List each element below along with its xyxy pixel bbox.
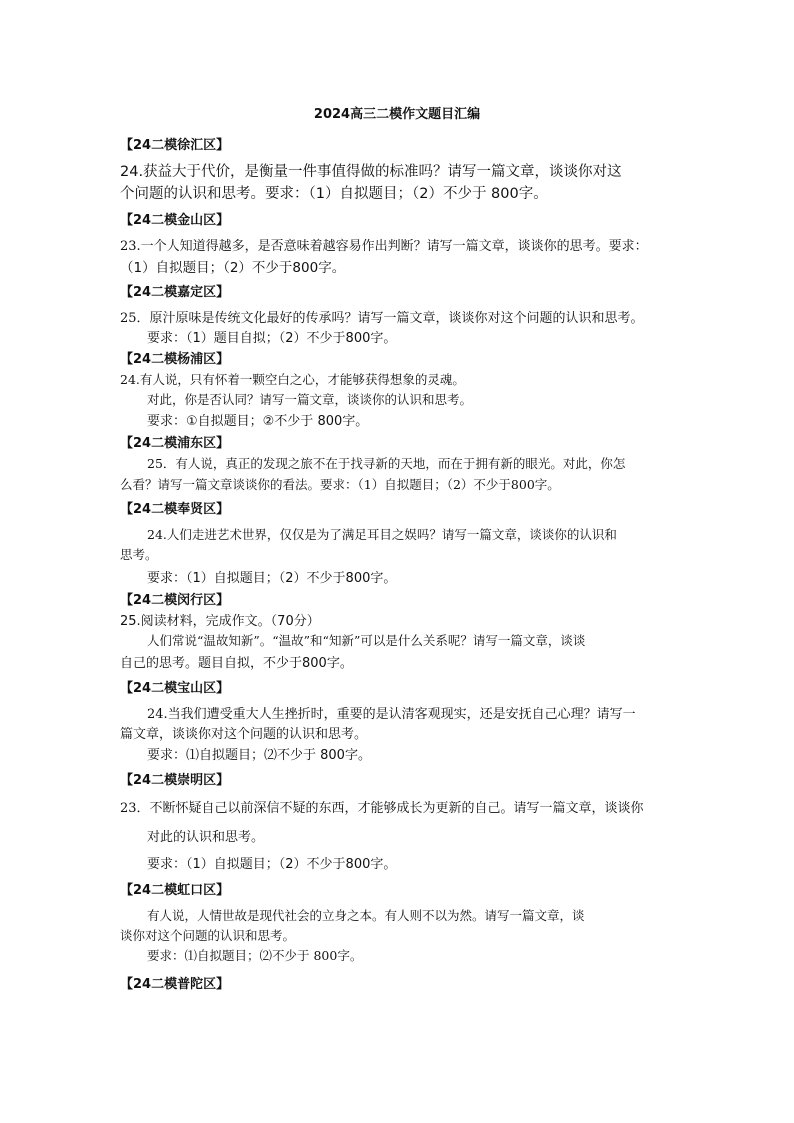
question-line: 个问题的认识和思考。要求：（1）自拟题目；（2）不少于 800字。 [120, 186, 548, 202]
section-heading-putuo: 【24二模普陀区】 [120, 977, 230, 992]
section-heading-yangpu: 【24二模杨浦区】 [120, 352, 230, 367]
section-heading-fengxian: 【24二模奉贤区】 [120, 502, 230, 517]
question-line: 24.当我们遭受重大人生挫折时，重要的是认清客观现实，还是安抚自己心理？请写一 [147, 707, 636, 722]
section-heading-baoshan: 【24二模宝山区】 [120, 681, 230, 696]
question-line: 25．原汁原味是传统文化最好的传承吗？请写一篇文章，谈谈你对这个问题的认识和思考。 [120, 311, 644, 326]
question-line: 要求：（1）自拟题目；（2）不少于800字。 [147, 857, 397, 872]
question-line: 人们常说“温故知新”。“温故”和“知新”可以是什么关系呢？请写一篇文章，谈谈 [147, 633, 586, 648]
section-heading-xuhui: 【24二模徐汇区】 [120, 138, 230, 153]
question-line: 25.阅读材料，完成作文。（70分） [120, 614, 320, 629]
question-line: 篇文章，谈谈你对这个问题的认识和思考。 [120, 727, 368, 742]
question-line: 23.一个人知道得越多，是否意味着越容易作出判断？请写一篇文章，谈谈你的思考。要求： [120, 239, 648, 254]
question-line: （1）自拟题目；（2）不少于800字。 [120, 260, 346, 276]
question-line: 24.人们走进艺术世界，仅仅是为了满足耳目之娱吗？请写一篇文章，谈谈你的认识和 [147, 527, 617, 542]
question-line: 24.有人说，只有怀着一颗空白之心，才能够获得想象的灵魂。 [120, 372, 465, 387]
question-line: 要求：①自拟题目；②不少于 800字。 [147, 414, 369, 429]
question-line: 对此，你是否认同？请写一篇文章，谈谈你的认识和思考。 [147, 392, 473, 407]
question-line: 25．有人说，真正的发现之旅不在于找寻新的天地，而在于拥有新的眼光。对此，你怎 [147, 456, 626, 471]
section-heading-minhang: 【24二模闵行区】 [120, 593, 230, 608]
question-line: 谈你对这个问题的认识和思考。 [120, 928, 296, 943]
document-title: 2024高三二模作文题目汇编 [313, 107, 481, 122]
section-heading-chongming: 【24二模崇明区】 [120, 773, 230, 788]
question-line: 要求：⑴自拟题目；⑵不少于 800字。 [147, 948, 363, 963]
section-heading-jiading: 【24二模嘉定区】 [120, 285, 230, 300]
question-line: 有人说，人情世故是现代社会的立身之本。有人则不以为然。请写一篇文章，谈 [147, 908, 585, 923]
section-heading-hongkou: 【24二模虹口区】 [120, 883, 230, 898]
section-heading-jinshan: 【24二模金山区】 [120, 213, 230, 228]
question-line: 对此的认识和思考。 [147, 830, 265, 845]
question-line: 么看？请写一篇文章谈谈你的看法。要求：（1）自拟题目；（2）不少于800字。 [120, 477, 560, 492]
section-heading-pudong: 【24二模浦东区】 [120, 436, 230, 451]
question-line: 24.获益大于代价，是衡量一件事值得做的标准吗？请写一篇文章，谈谈你对这 [120, 164, 622, 180]
question-line: 要求：⑴自拟题目；⑵不少于 800字。 [147, 748, 371, 763]
question-line: 23．不断怀疑自己以前深信不疑的东西，才能够成长为更新的自己。请写一篇文章，谈谈你 [120, 801, 644, 816]
question-line: 思考。 [120, 547, 158, 562]
question-line: 自己的思考。题目自拟，不少于800字。 [120, 656, 353, 671]
question-line: 要求：（1）自拟题目；（2）不少于800字。 [147, 571, 397, 586]
question-line: 要求：（1）题目自拟；（2）不少于800字。 [147, 331, 397, 346]
